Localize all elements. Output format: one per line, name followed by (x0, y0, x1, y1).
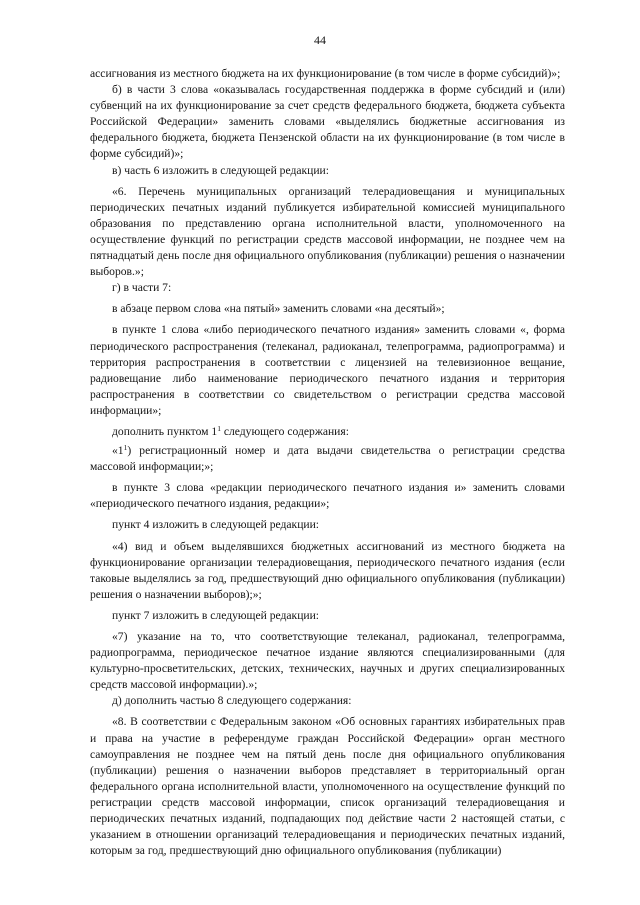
paragraph-point-1-1-text (90, 443, 565, 475)
page-number: 44 (314, 33, 326, 47)
paragraph-point-7-intro: пункт 7 изложить в следующей редакции: (112, 608, 320, 622)
paragraph-add-point-1-1 (90, 424, 565, 440)
paragraph-first-abzats: в абзаце первом слова «на пятый» заменить словами «на десятый»; (112, 302, 445, 316)
superscript: 1 (217, 423, 221, 433)
paragraph-v: в) часть 6 изложить в следующей редакции: (112, 163, 329, 177)
paragraph-part-6: «6. Перечень муниципальных организаций телерадиовещания и муниципальных периодических печатных изданий публикуется избирательной комиссией муниципального образования по представлению органа исполнительной власти, уполномоченного на осуществление функций по регистрации средств массовой информации, не позднее чем на пятнадцатый день после дня официального опубликования (публикации) решения о назначении выборов.»; (90, 184, 565, 279)
paragraph-part-8: «8. В соответствии с Федеральным законом «Об основных гарантиях избирательных прав и права на участие в референдуме граждан Российской Федерации» орган местного самоуправления не позднее чем на пятый день после дня официального опубликования (публикации) решения о назначении выборов представляет в территориальный орган федерального органа исполнительной власти, уполномоченного на осуществление функций по регистрации средств массовой информации, список организаций телерадиовещания и периодических печатных изданий, подпадающих под действие части 2 настоящей статьи, с указанием в отношении организаций телерадиовещания и периодических печатных изданий, которым за год, предшествующий дню официального опубликования (публикации) (90, 715, 565, 858)
superscript: 1 (123, 443, 128, 453)
text-fragment: следующего содержания: (220, 424, 349, 438)
paragraph-point-4-intro: пункт 4 изложить в следующей редакции: (112, 518, 320, 532)
paragraph-point-1: в пункте 1 слова «либо периодического печатного издания» заменить словами «, форма периодического распространения (телеканал, радиоканал, телепрограмма, радиопрограмма) и территория распространения в соответствии с лицензией на телевизионное вещание, радиовещание либо наименование периодического печатного издания и территория распространения в соответствии со свидетельством о регистрации средства массовой информации»; (90, 323, 565, 417)
paragraph-point-7-text: «7) указание на то, что соответствующие телеканал, радиоканал, телепрограмма, радиопрограмма, периодическое печатное издание являются специализированными (для культурно-просветительских, детских, технических, научных и других специализированных средств массовой информации).»; (90, 630, 565, 692)
text-fragment: «1 (112, 444, 124, 458)
paragraph-point-3: в пункте 3 слова «редакции периодического печатного издания и» заменить словами «периодического печатного издания, редакции»; (90, 481, 565, 511)
paragraph-continuation: ассигнования из местного бюджета на их функционирование (в том числе в форме субсидий)»; (90, 67, 561, 80)
text-fragment: дополнить пунктом 1 (112, 424, 218, 438)
paragraph-d: д) дополнить частью 8 следующего содержания: (112, 694, 352, 708)
document-body (90, 66, 565, 859)
text-fragment: ) регистрационный номер и дата выдачи свидетельства о регистрации средства массовой информации;»; (90, 444, 565, 474)
paragraph-b: б) в части 3 слова «оказывалась государственная поддержка в форме субсидий и (или) субвенций на их функционирование за счет средств федерального бюджета, бюджета субъекта Российской Федерации» заменить словами «выделялись бюджетные ассигнования из федерального бюджета, бюджета Пензенской области на их функционирование (в том числе в форме субсидий)»; (90, 83, 565, 161)
paragraph-point-4-text: «4) вид и объем выделявшихся бюджетных ассигнований из местного бюджета на функционирование организации телерадиовещания, периодического печатного издания (если таковые выделялись за год, предшествующий дню официального опубликования (публикации) решения о назначении выборов);»; (90, 539, 565, 601)
paragraph-g: г) в части 7: (112, 281, 172, 295)
